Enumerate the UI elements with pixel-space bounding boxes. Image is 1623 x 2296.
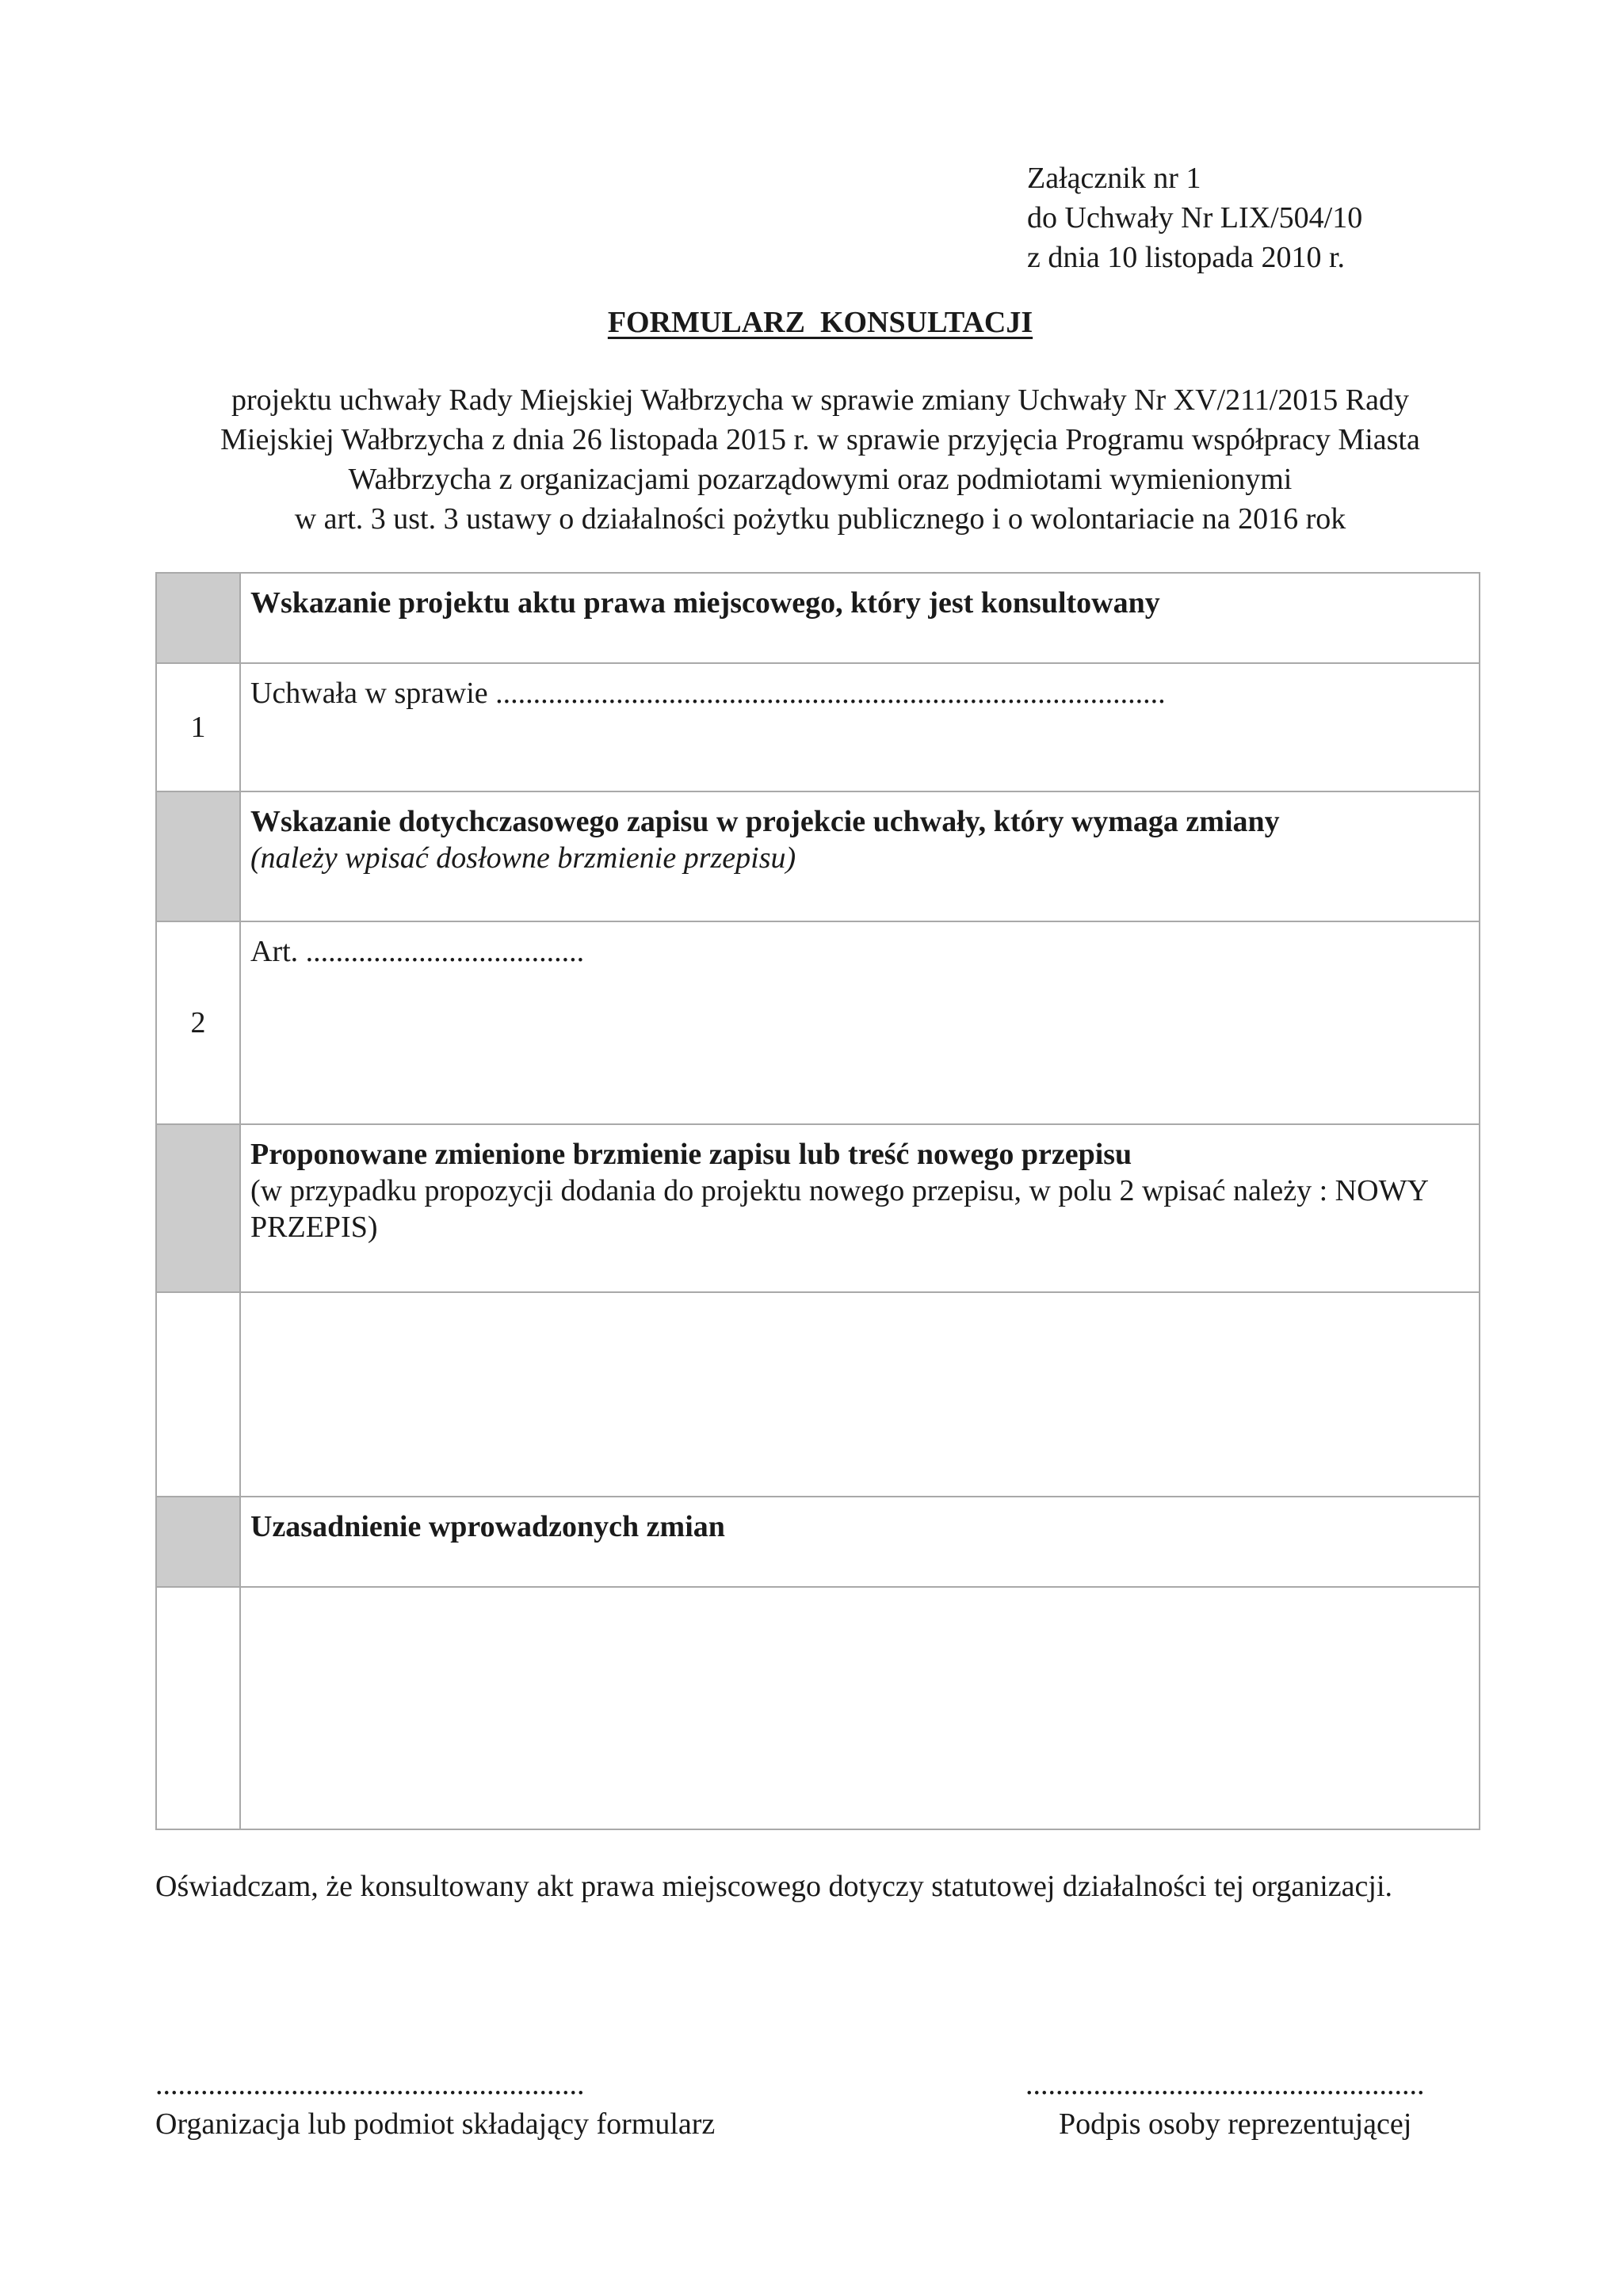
section-4-header-row xyxy=(156,1497,1480,1587)
signature-representative-line[interactable]: ..................................................... xyxy=(1025,2068,1425,2101)
form-title: FORMULARZ KONSULTACJI xyxy=(607,306,1033,339)
signature-organization-label: Organizacja lub podmiot składający formularz xyxy=(155,2107,716,2141)
section-3-header-row xyxy=(156,1124,1480,1292)
section-2-header: Wskazanie dotychczasowego zapisu w projekcie uchwały, który wymaga zmiany xyxy=(250,805,1280,838)
section-4-content-row xyxy=(156,1587,1480,1829)
annex-line-3: z dnia 10 listopada 2010 r. xyxy=(1027,241,1346,274)
section-3-number xyxy=(156,1292,240,1497)
signature-representative-label: Podpis osoby reprezentującej xyxy=(1059,2107,1412,2141)
section-4-number xyxy=(156,1587,240,1829)
subtitle-line-2: Miejskiej Wałbrzycha z dnia 26 listopada 2015 r. w sprawie przyjęcia Programu współpracy Miasta xyxy=(220,423,1420,456)
signature-organization xyxy=(155,2065,715,2144)
section-2-header-cell xyxy=(240,791,1480,921)
annex-reference xyxy=(1027,158,1362,277)
section-2-content-field[interactable]: Art. ..................................... xyxy=(240,921,1480,1124)
section-4-content-field[interactable] xyxy=(240,1587,1480,1829)
section-1-content-field[interactable]: Uchwała w sprawie ......................................................................................... xyxy=(240,663,1480,791)
section-1-header-row xyxy=(156,573,1480,663)
shaded-cell xyxy=(156,573,240,663)
section-2-content-row xyxy=(156,921,1480,1124)
subtitle-line-4: w art. 3 ust. 3 ustawy o działalności pożytku publicznego i o wolontariacie na 2016 rok xyxy=(294,502,1346,536)
section-2-number: 2 xyxy=(156,921,240,1124)
section-1-number: 1 xyxy=(156,663,240,791)
shaded-cell xyxy=(156,791,240,921)
consultation-table xyxy=(155,572,1480,1830)
annex-line-1: Załącznik nr 1 xyxy=(1027,162,1201,195)
section-3-header: Proponowane zmienione brzmienie zapisu lub treść nowego przepisu xyxy=(250,1138,1132,1171)
shaded-cell xyxy=(156,1497,240,1587)
subtitle-line-3: Wałbrzycha z organizacjami pozarządowymi oraz podmiotami wymienionymi xyxy=(348,463,1293,496)
section-2-header-row xyxy=(156,791,1480,921)
section-3-note: (w przypadku propozycji dodania do projektu nowego przepisu, w polu 2 wpisać należy : NOWY PRZEPIS) xyxy=(250,1174,1428,1244)
section-4-header: Uzasadnienie wprowadzonych zmian xyxy=(240,1497,1480,1587)
declaration-text: Oświadczam, że konsultowany akt prawa miejscowego dotyczy statutowej działalności tej organizacji. xyxy=(155,1870,1393,1903)
signature-representative xyxy=(1025,2065,1425,2144)
section-2-note: (należy wpisać dosłowne brzmienie przepisu) xyxy=(250,841,796,875)
annex-line-2: do Uchwały Nr LIX/504/10 xyxy=(1027,201,1363,235)
section-1-content-row xyxy=(156,663,1480,791)
section-3-content-row xyxy=(156,1292,1480,1497)
shaded-cell xyxy=(156,1124,240,1292)
form-subtitle xyxy=(127,380,1514,539)
subtitle-line-1: projektu uchwały Rady Miejskiej Wałbrzycha w sprawie zmiany Uchwały Nr XV/211/2015 Rady xyxy=(231,383,1409,417)
signature-organization-line[interactable]: ......................................................... xyxy=(155,2068,585,2101)
section-1-header: Wskazanie projektu aktu prawa miejscowego, który jest konsultowany xyxy=(240,573,1480,663)
section-3-content-field[interactable] xyxy=(240,1292,1480,1497)
section-3-header-cell xyxy=(240,1124,1480,1292)
